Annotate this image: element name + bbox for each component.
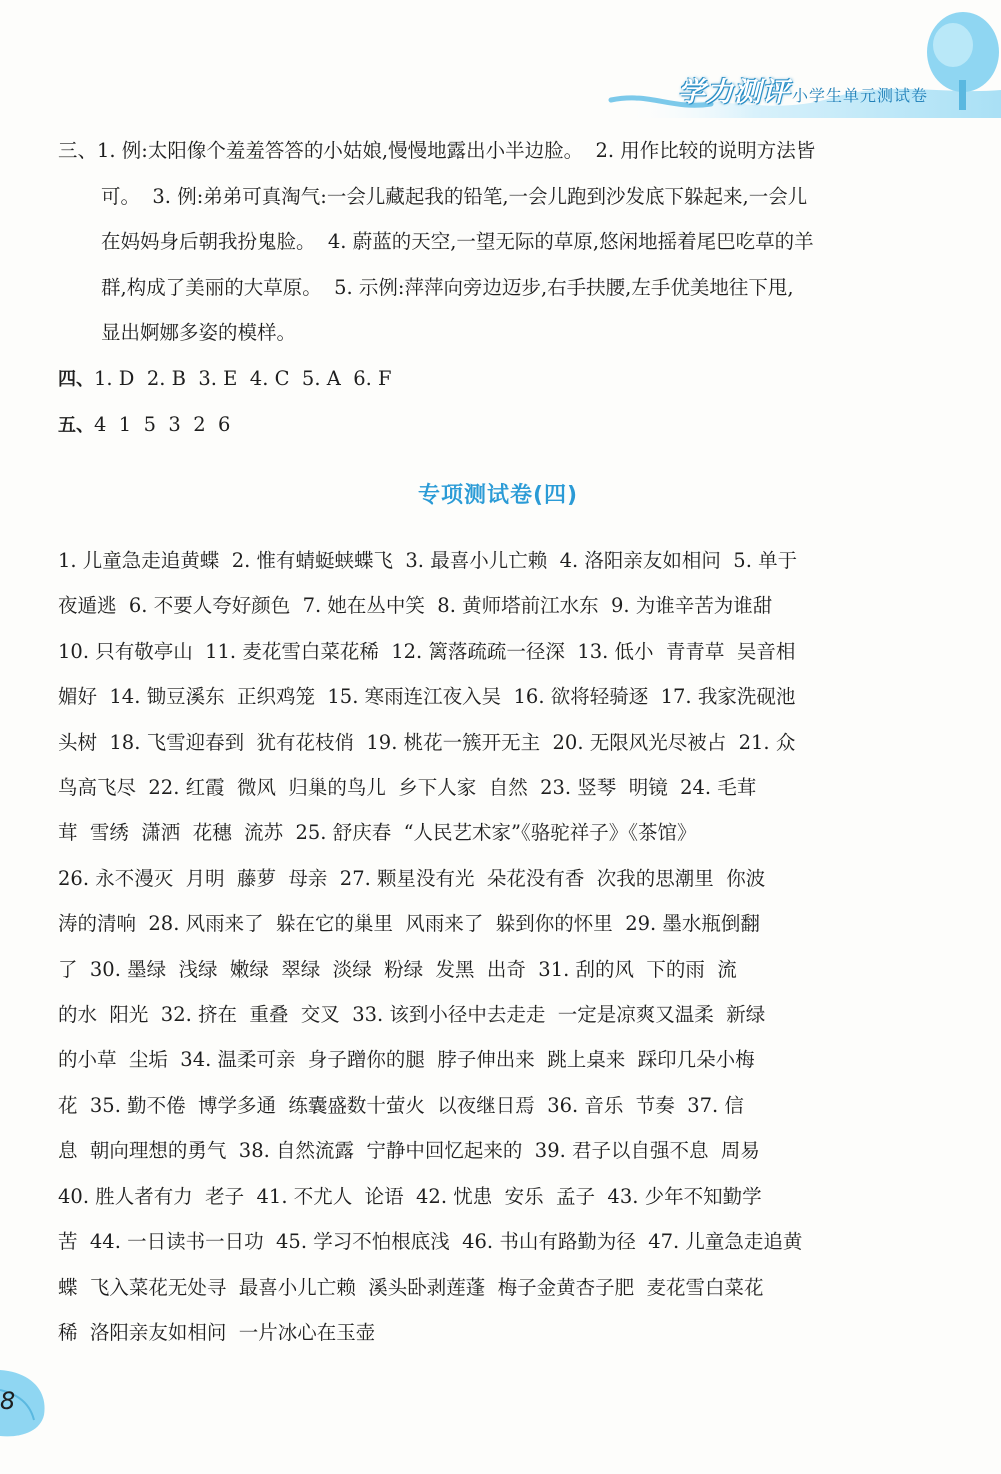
answer-line: 1. 儿童急走追黄蝶 2. 惟有蜻蜓蛱蝶飞 3. 最喜小儿亡赖 4. 洛阳亲友如相问 5. 单于 [58, 549, 798, 572]
answer-line: 26. 永不漫灭 月明 藤萝 母亲 27. 颗星没有光 朵花没有香 次我的思潮里 你波 [58, 866, 766, 890]
section-five [58, 402, 938, 449]
answer-line: 茸 雪绣 潇洒 花穗 流苏 25. 舒庆春 “人民艺术家”《骆驼祥子》《茶馆》 [58, 821, 697, 845]
brand-title: 学力测评 [678, 77, 790, 108]
section-four-label: 四、 [58, 368, 94, 390]
section-three-line: 显出婀娜多姿的模样。 [101, 321, 297, 344]
answers-paragraph [58, 538, 938, 1355]
section-five-label: 五、 [58, 415, 94, 436]
section-five-answers: 4 1 5 3 2 6 [94, 413, 231, 436]
test-title: 专项测试卷(四) [417, 482, 579, 508]
section-four [58, 356, 938, 403]
section-four-answers: 1. D 2. B 3. E 4. C 5. A 6. F [94, 366, 392, 390]
header-banner [601, 0, 1001, 130]
section-three-line: 在妈妈身后朝我扮鬼脸。 4. 蔚蓝的天空,一望无际的草原,悠闲地摇着尾巴吃草的羊 [101, 230, 814, 253]
answer-line: 的小草 尘垢 34. 温柔可亲 身子蹭你的腿 脖子伸出来 跳上桌来 踩印几朵小梅 [58, 1048, 755, 1072]
section-three [58, 128, 938, 356]
brand-subtitle: 小学生单元测试卷 [792, 86, 929, 105]
answer-line: 头树 18. 飞雪迎春到 犹有花枝俏 19. 桃花一簇开无主 20. 无限风光尽被占 21. 众 [58, 730, 796, 754]
section-three-line: 可。 3. 例:弟弟可真淘气:一会儿藏起我的铅笔,一会儿跑到沙发底下躲起来,一会儿 [101, 184, 808, 208]
answer-line: 了 30. 墨绿 浅绿 嫩绿 翠绿 淡绿 粉绿 发黑 出奇 31. 刮的风 下的雨 流 [58, 957, 737, 981]
answer-line: 10. 只有敬亭山 11. 麦花雪白菜花稀 12. 篱落疏疏一径深 13. 低小 青青草 吴音相 [58, 639, 796, 663]
answer-line: 花 35. 勤不倦 博学多通 练囊盛数十萤火 以夜继日焉 36. 音乐 节奏 37. 信 [58, 1093, 744, 1117]
answer-line: 40. 胜人者有力 老子 41. 不尤人 论语 42. 忧患 安乐 孟子 43. 少年不知勤学 [58, 1184, 762, 1208]
answer-line: 息 朝向理想的勇气 38. 自然流露 宁静中回忆起来的 39. 君子以自强不息 周易 [58, 1139, 760, 1163]
answer-line: 的水 阳光 32. 挤在 重叠 交叉 33. 该到小径中去走走 一定是凉爽又温柔 新绿 [58, 1003, 766, 1027]
answer-line: 夜遁逃 6. 不要人夸好颜色 7. 她在丛中笑 8. 黄师塔前江水东 9. 为谁辛苦为谁甜 [58, 594, 773, 618]
tree-trunk-icon [959, 80, 966, 110]
answer-line: 苦 44. 一日读书一日功 45. 学习不怕根底浅 46. 书山有路勤为径 47. 儿童急走追黄 [58, 1230, 803, 1254]
section-three-line: 三、1. 例:太阳像个羞羞答答的小姑娘,慢慢地露出小半边脸。 2. 用作比较的说明方法皆 [58, 139, 816, 162]
answer-line: 稀 洛阳亲友如相问 一片冰心在玉壶 [58, 1320, 376, 1344]
answer-line: 涛的清响 28. 风雨来了 躲在它的巢里 风雨来了 躲到你的怀里 29. 墨水瓶倒翻 [58, 912, 760, 936]
answer-line: 媚好 14. 锄豆溪东 正织鸡笼 15. 寒雨连江夜入吴 16. 欲将轻骑逐 17. 我家洗砚池 [58, 685, 796, 709]
section-three-line: 群,构成了美丽的大草原。 5. 示例:萍萍向旁边迈步,右手扶腰,左手优美地往下甩, [101, 275, 794, 299]
answer-line: 蝶 飞入菜花无处寻 最喜小儿亡赖 溪头卧剥莲蓬 梅子金黄杏子肥 麦花雪白菜花 [58, 1275, 764, 1299]
answer-line: 鸟高飞尽 22. 红霞 微风 归巢的鸟儿 乡下人家 自然 23. 竖琴 明镜 24. 毛茸 [58, 776, 757, 800]
page-number: 8 [0, 1387, 16, 1415]
answer-content [58, 128, 938, 1355]
